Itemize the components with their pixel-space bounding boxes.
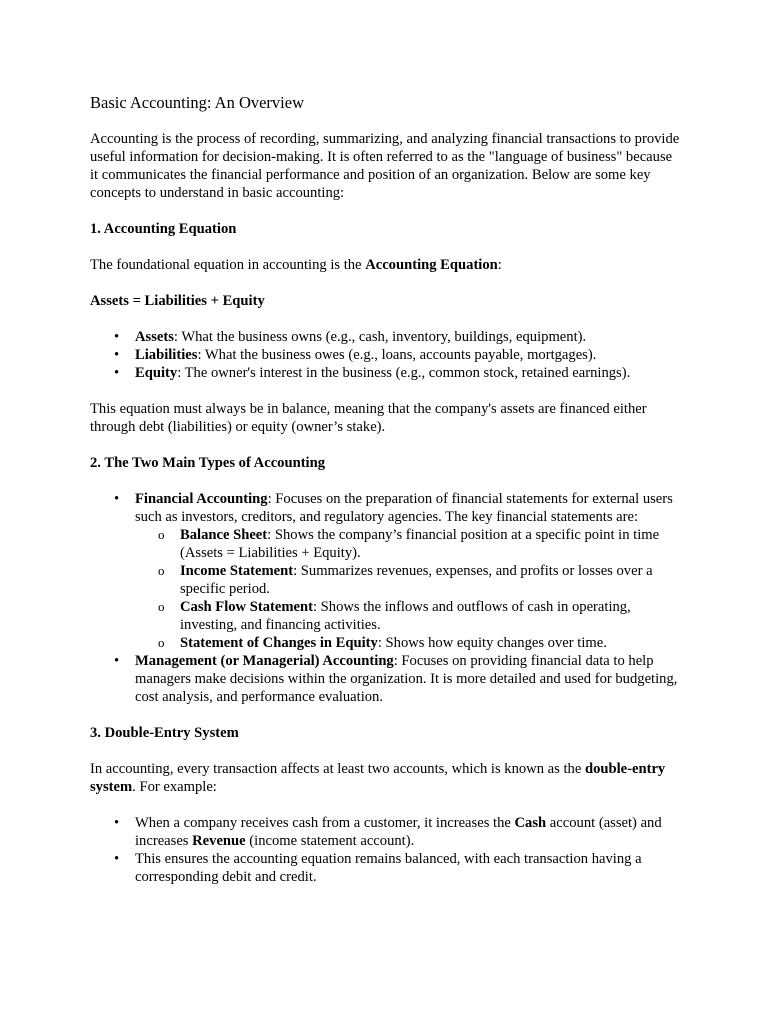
list-item-liabilities [135, 346, 680, 364]
accounting-types-list [90, 490, 680, 706]
financial-statements-list [135, 526, 680, 652]
double-entry-intro-paragraph [90, 760, 680, 796]
sub-item-balance-sheet [180, 526, 680, 562]
sub-item-term: Balance Sheet [180, 527, 268, 543]
list-item-term: Assets [135, 329, 174, 345]
sub-item-desc: : Summarizes revenues, expenses, and profits or losses over a specific period. [180, 563, 653, 597]
list-item-term: Liabilities [135, 347, 198, 363]
list-item-balance-note: • This ensures the accounting equation remains balanced, with each transaction having a corresponding debit and credit. [135, 850, 680, 886]
accounting-equation [90, 292, 680, 310]
list-item-financial-accounting [135, 490, 680, 652]
list-item-assets [135, 328, 680, 346]
list-item-desc: : What the business owes (e.g., loans, accounts payable, mortgages). [197, 347, 597, 363]
double-entry-intro-bold: double-entry system [90, 761, 666, 795]
list-item-term: Financial Accounting [135, 491, 268, 507]
equation-intro-paragraph [90, 256, 680, 274]
section-heading-double-entry: 3. Double-Entry System [90, 725, 239, 741]
example-bold-cash: Cash [514, 815, 547, 831]
example-text-a: When a company receives cash from a customer, it increases the [135, 815, 515, 831]
equation-intro-end: : [497, 257, 502, 273]
intro-paragraph: Accounting is the process of recording, summarizing, and analyzing financial transactions to provide useful information for decision-making. It is often referred to as the "language of business" because it communicates the financial performance and position of an organization. Below are some key concepts to understand in basic accounting: [90, 131, 680, 201]
double-entry-intro-end: . For example: [132, 779, 217, 795]
sub-item-term: Cash Flow Statement [180, 599, 313, 615]
sub-item-changes-in-equity [180, 634, 680, 652]
sub-item-cash-flow-statement [180, 598, 680, 634]
list-item-term: Management (or Managerial) Accounting [135, 653, 394, 669]
accounting-equation-text: Assets = Liabilities + Equity [90, 293, 265, 309]
equation-intro-bold: Accounting Equation [365, 257, 498, 273]
document-content [90, 93, 680, 904]
list-item-term: Equity [135, 365, 178, 381]
example-text-c: (income statement account). [245, 833, 415, 849]
sub-item-term: Income Statement [180, 563, 294, 579]
list-item-desc: : What the business owns (e.g., cash, inventory, buildings, equipment). [173, 329, 587, 345]
equation-intro-text: The foundational equation in accounting is the [90, 257, 366, 273]
document-title: Basic Accounting: An Overview [90, 93, 305, 112]
list-item-desc: : Focuses on the preparation of financial statements for external users such as investors, creditors, and regulatory agencies. The key financial statements are: [135, 491, 673, 525]
example-bold-revenue: Revenue [192, 833, 246, 849]
list-item-cash-example [135, 814, 680, 850]
sub-item-term: Statement of Changes in Equity [180, 635, 378, 651]
double-entry-intro-text: In accounting, every transaction affects at least two accounts, which is known as the [90, 761, 585, 777]
sub-item-desc: : Shows the company’s financial position at a specific point in time (Assets = Liabilities + Equity). [180, 527, 660, 561]
list-item-desc: : Focuses on providing financial data to help managers make decisions within the organization. It is more detailed and used for budgeting, cost analysis, and performance evaluation. [135, 653, 678, 705]
section-heading-types-of-accounting: 2. The Two Main Types of Accounting [90, 455, 326, 471]
section-heading-accounting-equation: 1. Accounting Equation [90, 221, 237, 237]
sub-item-desc: : Shows the inflows and outflows of cash in operating, investing, and financing activities. [180, 599, 631, 633]
sub-item-income-statement [180, 562, 680, 598]
list-item-management-accounting [135, 652, 680, 706]
equation-components-list [90, 328, 680, 382]
equation-balance-paragraph: This equation must always be in balance, meaning that the company's assets are financed either through debt (liabilities) or equity (owner’s stake). [90, 401, 647, 435]
list-item-desc: : The owner's interest in the business (e.g., common stock, retained earnings). [177, 365, 631, 381]
example-text-b: account (asset) and increases [135, 815, 662, 849]
double-entry-example-list [90, 814, 680, 886]
list-item-equity [135, 364, 680, 382]
sub-item-desc: : Shows how equity changes over time. [377, 635, 607, 651]
